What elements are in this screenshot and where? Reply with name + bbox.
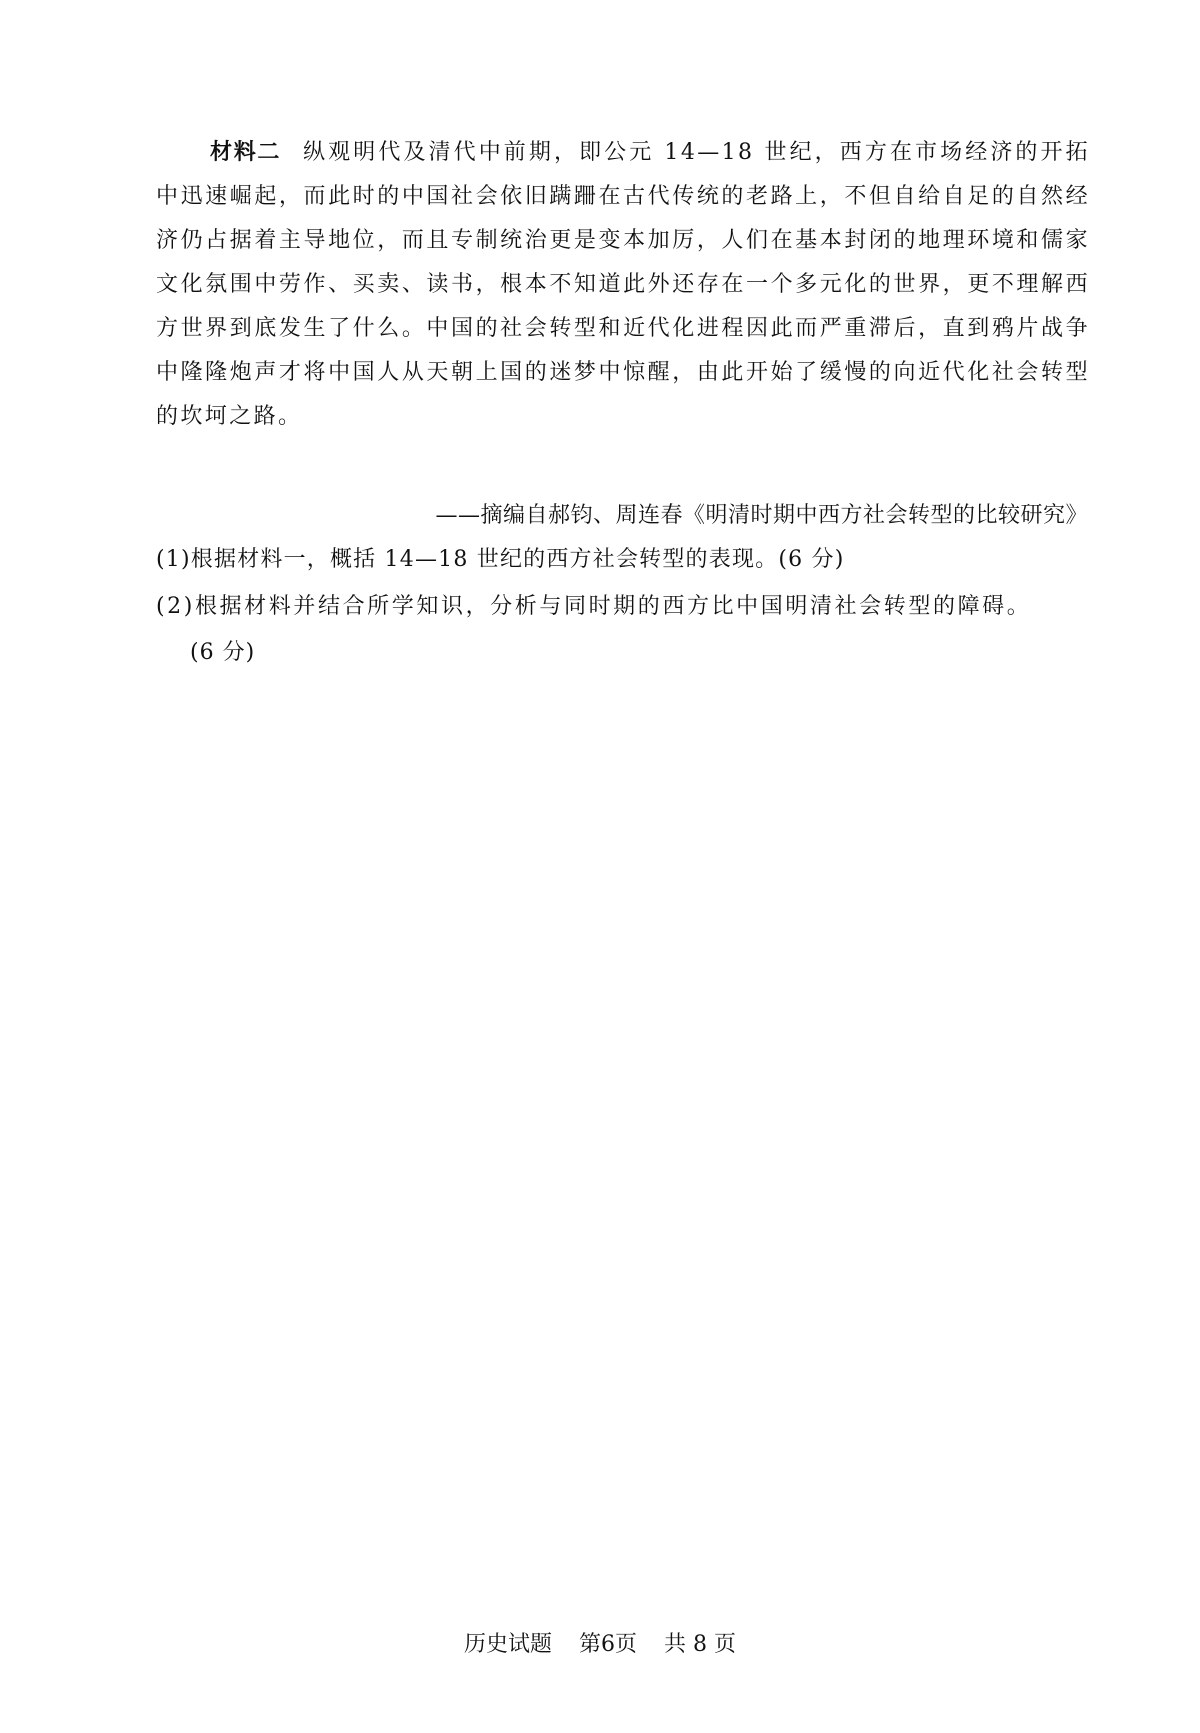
footer-page-number: 第6页 [579, 1632, 638, 1657]
question-1: (1)根据材料一，概括 14—18 世纪的西方社会转型的表现。(6 分) [156, 547, 845, 572]
material-label: 材料二 [210, 139, 282, 165]
footer-total-pages: 共 8 页 [664, 1632, 736, 1657]
question-2: (2)根据材料并结合所学知识，分析与同时期的西方比中国明清社会转型的障碍。 [156, 594, 1032, 619]
source-attribution: ——摘编自郝钧、周连春《明清时期中西方社会转型的比较研究》 [435, 503, 1088, 528]
page-footer [0, 1625, 1200, 1665]
question-2-score: (6 分) [190, 640, 256, 665]
footer-subject: 历史试题 [464, 1632, 553, 1657]
material-text: 纵观明代及清代中前期，即公元 14—18 世纪，西方在市场经济的开拓中迅速崛起，而此时的中国社会依旧蹒跚在古代传统的老路上，不但自给自足的自然经济仍占据着主导地位，而且专制统治更是变本加厉，人们在基本封闭的地理环境和儒家文化氛围中劳作、买卖、读书，根本不知道此外还存在一个多元化的世界，更不理解西方世界到底发生了什么。中国的社会转型和近代化进程因此而严重滞后，直到鸦片战争中隆隆炮声才将中国人从天朝上国的迷梦中惊醒，由此开始了缓慢的向近代化社会转型的坎坷之路。 [156, 140, 1090, 429]
material-two-paragraph [156, 130, 1090, 439]
